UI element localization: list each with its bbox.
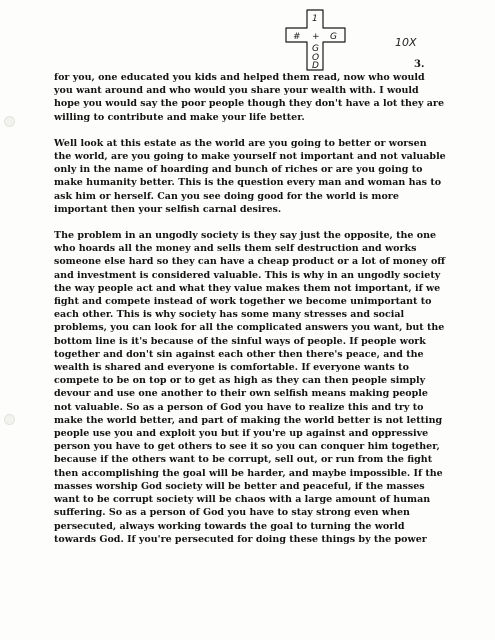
- cross-letter: G: [312, 44, 319, 54]
- cross-letter: +: [312, 32, 320, 42]
- cross-letter: #: [293, 32, 301, 42]
- cross-letter: 1: [312, 14, 318, 24]
- binder-hole: [4, 414, 15, 425]
- cross-letter: G: [330, 32, 337, 42]
- paragraph: for you, one educated you kids and helped them read, now who would you want around and who would you share your wealth with. I would hope you would say the poor people though they don't have a lot they are willing to contribute and make your life better.: [54, 72, 444, 123]
- page-number: 3.: [414, 59, 425, 70]
- cross-letter: O: [312, 53, 320, 63]
- binder-hole: [4, 116, 15, 127]
- handwritten-cross-mark: [283, 8, 353, 72]
- body-text: [54, 71, 446, 559]
- paragraph: The problem in an ungodly society is they say just the opposite, the one who hoards all the money and sells them self destruction and works someone else hard so they can have a cheap product or a lot of money off and investment is considered valuable. This is why in an ungodly society the way people act and what they value makes them not important, if we fight and compete instead of work together we become unimportant to each other. This is why society has some many stresses and social problems, you can look for all the complicated answers you want, but the bottom line is it's because of the sinful ways of people. If people work together and don't sin against each other then there's peace, and the wealth is shared and everyone is comfortable. If everyone wants to compete to be on top or to get as high as they can then people simply devour and use one another to their own selfish means making people not valuable. So as a person of God you have to realize this and try to make the world better, and part of making the world better is not letting people use you and exploit you but if you're up against and oppressive person you have to get others to see it so you can conquer him together, because if the others want to be corrupt, sell out, or run from the fight then accomplishing the goal will be harder, and maybe impossible. If the masses worship God society will be better and peaceful, if the masses want to be corrupt society will be chaos with a large amount of human suffering. So as a person of God you have to stay strong even when persecuted, always working towards the goal to turning the world towards God. If you're persecuted for doing these things by the power: [54, 230, 446, 545]
- cross-letter: D: [312, 61, 319, 71]
- paragraph: Well look at this estate as the world are you going to better or worsen the world, are you going to make yourself not important and not valuable only in the name of hoarding and bunch of riches or are you going to make humanity better. This is the question every man and woman has to ask him or herself. Can you see doing good for the world is more important then your selfish carnal desires.: [54, 137, 446, 215]
- handwritten-margin-mark: 10X: [395, 36, 417, 49]
